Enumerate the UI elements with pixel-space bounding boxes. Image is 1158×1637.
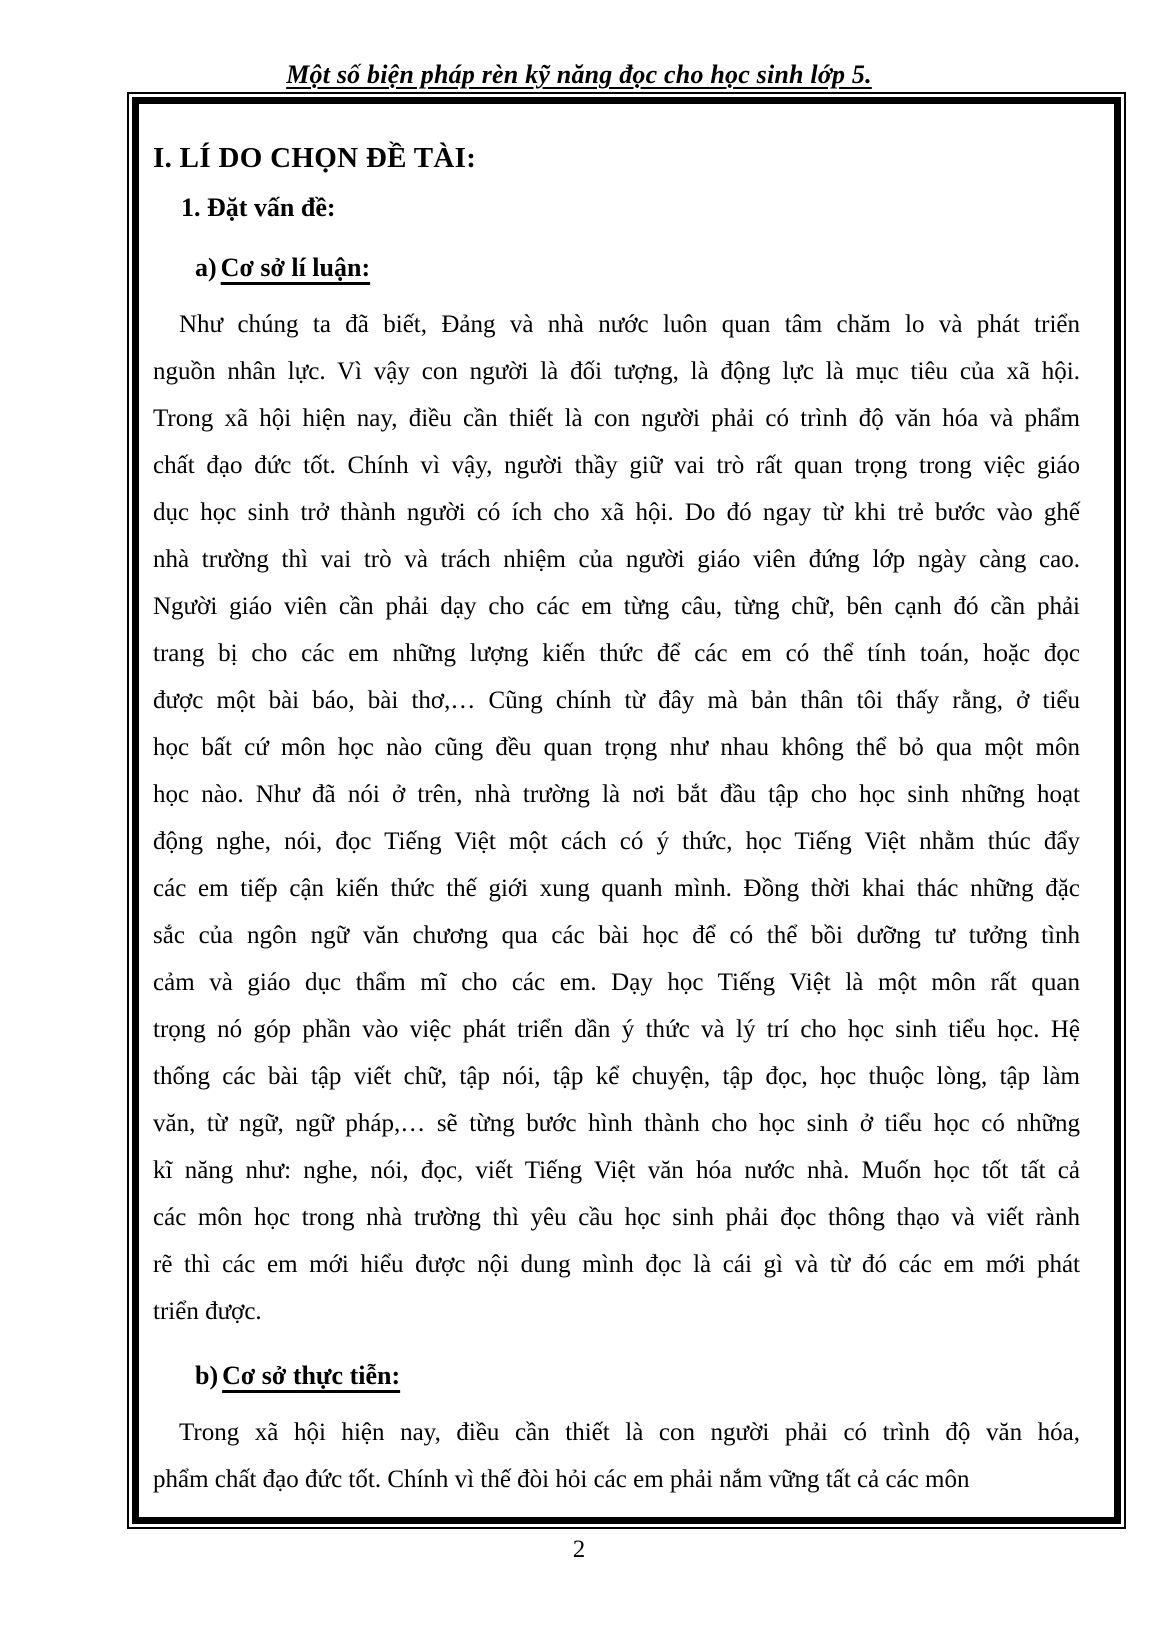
paragraph-co-so-li-luan [153, 301, 1080, 1335]
paragraph-line: triển được. [153, 1298, 262, 1325]
heading-co-so-li-luan [195, 249, 1080, 287]
paragraph-line: Trong xã hội hiện nay, điều cần thiết là con người phải có trình độ văn hóa và phẩm [153, 405, 1080, 432]
paragraph-line: động nghe, nói, đọc Tiếng Việt một cách có ý thức, học Tiếng Việt nhằm thúc đẩy [153, 828, 1080, 855]
heading-a-title: Cơ sở lí luận: [220, 253, 371, 282]
paragraph-line: các môn học trong nhà trường thì yêu cầu học sinh phải đọc thông thạo và viết rành [153, 1204, 1080, 1231]
paragraph-line: nhà trường thì vai trò và trách nhiệm của người giáo viên đứng lớp ngày càng cao. [153, 546, 1080, 573]
page-border-inner [132, 97, 1121, 1524]
paragraph-line: học bất cứ môn học nào cũng đều quan trọng như nhau không thể bỏ qua một môn [153, 734, 1080, 761]
heading-b-prefix: b) [195, 1361, 219, 1390]
paragraph-line: được một bài báo, bài thơ,… Cũng chính từ đây mà bản thân tôi thấy rằng, ở tiểu [153, 687, 1080, 714]
paragraph-line: dục học sinh trở thành người có ích cho xã hội. Do đó ngay từ khi trẻ bước vào ghế [153, 499, 1080, 526]
paragraph-line: sắc của ngôn ngữ văn chương qua các bài học để có thể bồi dưỡng tư tưởng tình [153, 922, 1080, 949]
paragraph-line: học nào. Như đã nói ở trên, nhà trường là nơi bắt đầu tập cho học sinh những hoạt [153, 781, 1080, 808]
page-border-outer [127, 92, 1126, 1529]
paragraph-line: Như chúng ta đã biết, Đảng và nhà nước luôn quan tâm chăm lo và phát triển [179, 311, 1080, 338]
page-content [139, 104, 1114, 1517]
paragraph-line: rẽ thì các em mới hiểu được nội dung mình đọc là cái gì và từ đó các em mới phát [153, 1251, 1080, 1278]
paragraph-line: nguồn nhân lực. Vì vậy con người là đối tượng, là động lực là mục tiêu của xã hội. [153, 358, 1080, 385]
paragraph-line: Người giáo viên cần phải dạy cho các em từng câu, từng chữ, bên cạnh đó cần phải [153, 593, 1080, 620]
paragraph-line: các em tiếp cận kiến thức thế giới xung quanh mình. Đồng thời khai thác những đặc [153, 875, 1080, 902]
paragraph-line: kĩ năng như: nghe, nói, đọc, viết Tiếng Việt văn hóa nước nhà. Muốn học tốt tất cả [153, 1157, 1080, 1184]
page-number: 2 [572, 1536, 586, 1563]
paragraph-line: Trong xã hội hiện nay, điều cần thiết là con người phải có trình độ văn hóa, [179, 1419, 1080, 1446]
paragraph-line: trang bị cho các em những lượng kiến thức để các em có thể tính toán, hoặc đọc [153, 640, 1080, 667]
heading-dat-van-de: 1. Đặt vấn đề: [181, 193, 336, 222]
heading-a-prefix: a) [195, 253, 217, 282]
paragraph-line: cảm và giáo dục thẩm mĩ cho các em. Dạy học Tiếng Việt là một môn rất quan [153, 969, 1080, 996]
heading-co-so-thuc-tien [195, 1357, 1080, 1395]
paragraph-line: văn, từ ngữ, ngữ pháp,… sẽ từng bước hình thành cho học sinh ở tiểu học có những [153, 1110, 1080, 1137]
paragraph-line: phẩm chất đạo đức tốt. Chính vì thế đòi hỏi các em phải nắm vững tất cả các môn [153, 1466, 970, 1493]
paragraph-line: thống các bài tập viết chữ, tập nói, tập kể chuyện, tập đọc, học thuộc lòng, tập làm [153, 1063, 1080, 1090]
paragraph-co-so-thuc-tien [153, 1409, 1080, 1503]
running-head-title: Một số biện pháp rèn kỹ năng đọc cho học sinh lớp 5. [286, 60, 872, 89]
heading-li-do-chon-de-tai: I. LÍ DO CHỌN ĐỀ TÀI: [153, 142, 477, 174]
paragraph-line: trọng nó góp phần vào việc phát triển dần ý thức và lý trí cho học sinh tiểu học. Hệ [153, 1016, 1080, 1043]
paragraph-line: chất đạo đức tốt. Chính vì vậy, người thầy giữ vai trò rất quan trọng trong việc giáo [153, 452, 1080, 479]
heading-b-title: Cơ sở thực tiễn: [222, 1361, 401, 1390]
